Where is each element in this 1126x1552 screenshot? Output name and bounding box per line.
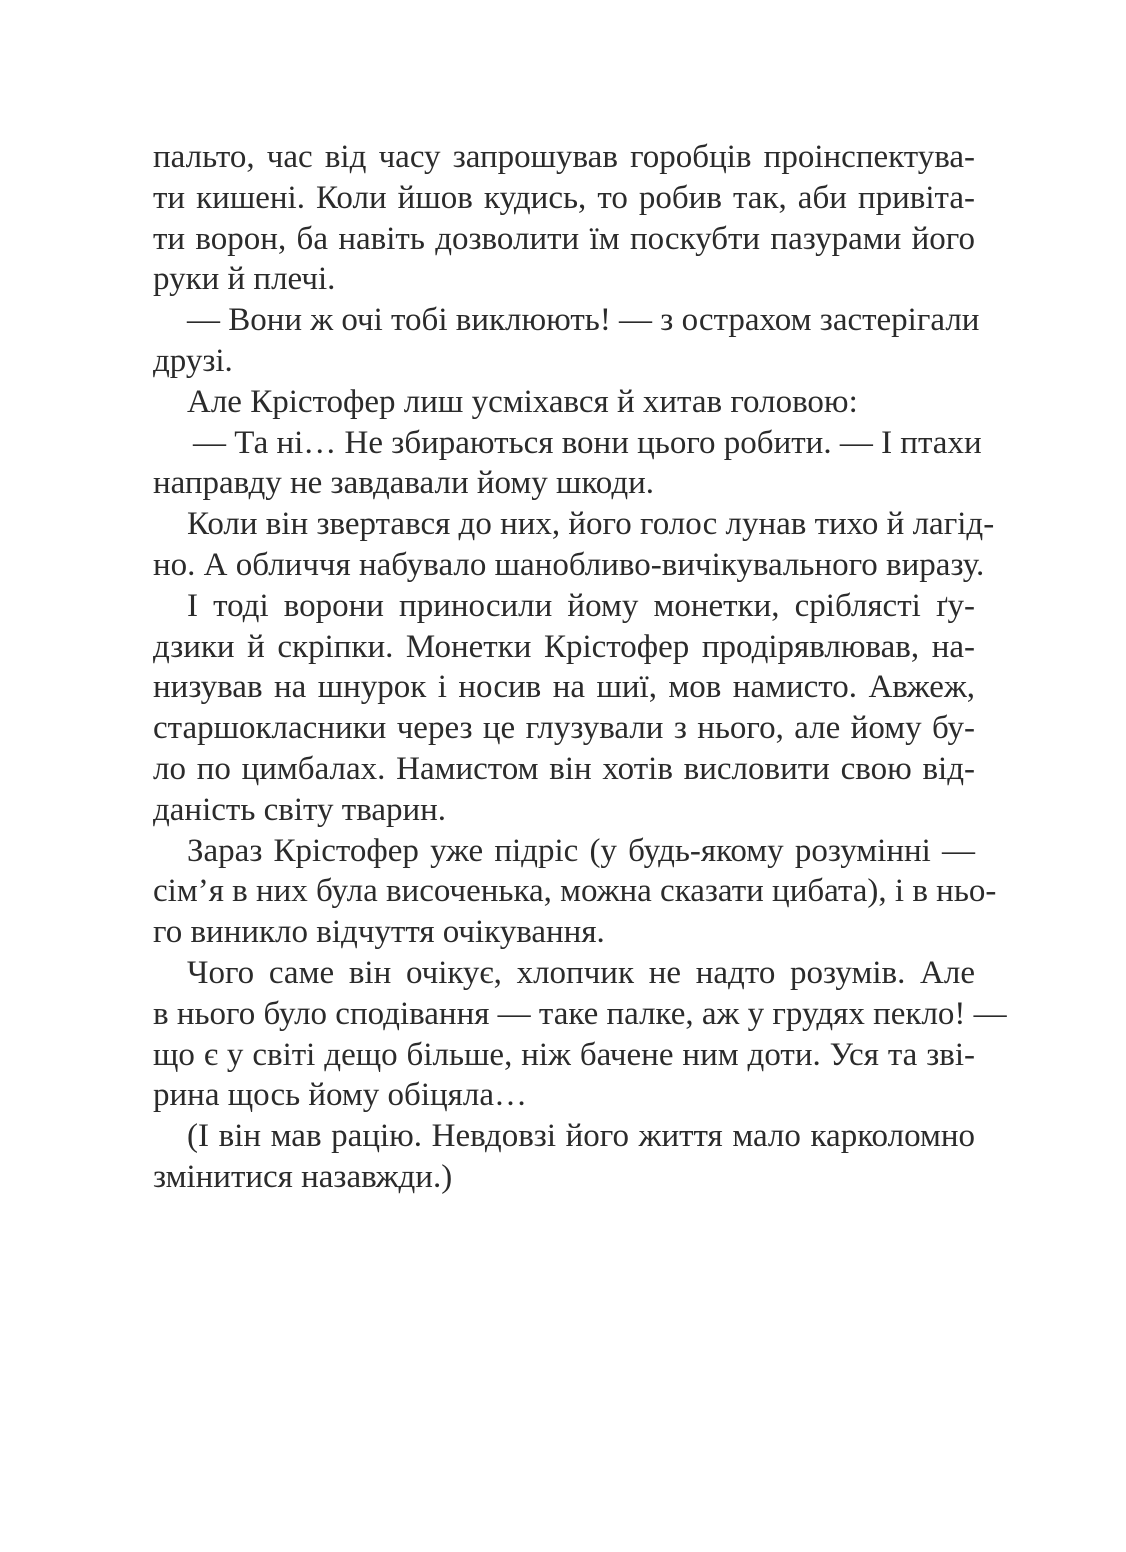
text-line: Коли він звертався до них, його голос лунав тихо й лагід- xyxy=(187,506,995,543)
paragraph xyxy=(153,586,975,831)
text-line: ло по цимбалах. Намистом він хотів висловити свою від- xyxy=(153,750,975,787)
text-line: І тоді ворони приносили йому монетки, сріблясті ґу- xyxy=(187,587,975,624)
paragraph xyxy=(153,423,982,505)
text-line: старшокласники через це глузували з нього, але йому бу- xyxy=(153,710,975,747)
text-line: даність світу тварин. xyxy=(153,791,447,828)
text-line: Зараз Крістофер уже підріс (у будь-якому розумінні — xyxy=(187,832,975,869)
body-text xyxy=(153,137,1007,1198)
text-line: пальто, час від часу запрошував горобців проінспектува- xyxy=(153,139,975,175)
text-line: направду не завдавали йому шкоди. xyxy=(153,465,655,502)
text-line: но. А обличчя набувало шанобливо-вичікувального виразу. xyxy=(153,546,985,583)
text-line: що є у світі дещо більше, ніж бачене ним доти. Уся та зві- xyxy=(153,1036,975,1073)
text-line: ти ворон, ба навіть дозволити їм поскубти пазурами його xyxy=(153,220,975,257)
text-line: го виникло відчуття очікування. xyxy=(153,914,605,951)
text-line: сім’я в них була височенька, можна сказати цибата), і в ньо- xyxy=(153,873,997,910)
paragraph xyxy=(153,382,975,423)
text-line: Чого саме він очікує, хлопчик не надто розумів. Але xyxy=(187,954,975,991)
paragraph xyxy=(153,137,975,300)
text-line: Але Крістофер лиш усміхався й хитав головою: xyxy=(187,383,858,420)
text-line: — Та ні… Не збираються вони цього робити. — І птахи xyxy=(193,424,982,461)
text-line: низував на шнурок і носив на шиї, мов намисто. Авжеж, xyxy=(153,669,975,706)
text-line: друзі. xyxy=(153,342,233,379)
paragraph xyxy=(153,831,997,953)
text-line: ти кишені. Коли йшов кудись, то робив так, аби привіта- xyxy=(153,179,975,216)
paragraph xyxy=(153,300,980,382)
text-line: — Вони ж очі тобі виклюють! — з острахом застерігали xyxy=(187,302,980,339)
text-line: змінитися назавжди.) xyxy=(153,1158,453,1195)
text-line: в нього було сподівання — таке палке, аж у грудях пекло! — xyxy=(153,995,1007,1032)
text-line: руки й плечі. xyxy=(153,261,336,298)
text-line: дзики й скріпки. Монетки Крістофер продірявлював, на- xyxy=(153,628,975,665)
text-line: (І він мав рацію. Невдовзі його життя мало карколомно xyxy=(187,1118,975,1155)
paragraph xyxy=(153,953,1007,1116)
paragraph xyxy=(153,1116,975,1198)
paragraph xyxy=(153,504,995,586)
text-line: рина щось йому обіцяла… xyxy=(153,1077,527,1114)
